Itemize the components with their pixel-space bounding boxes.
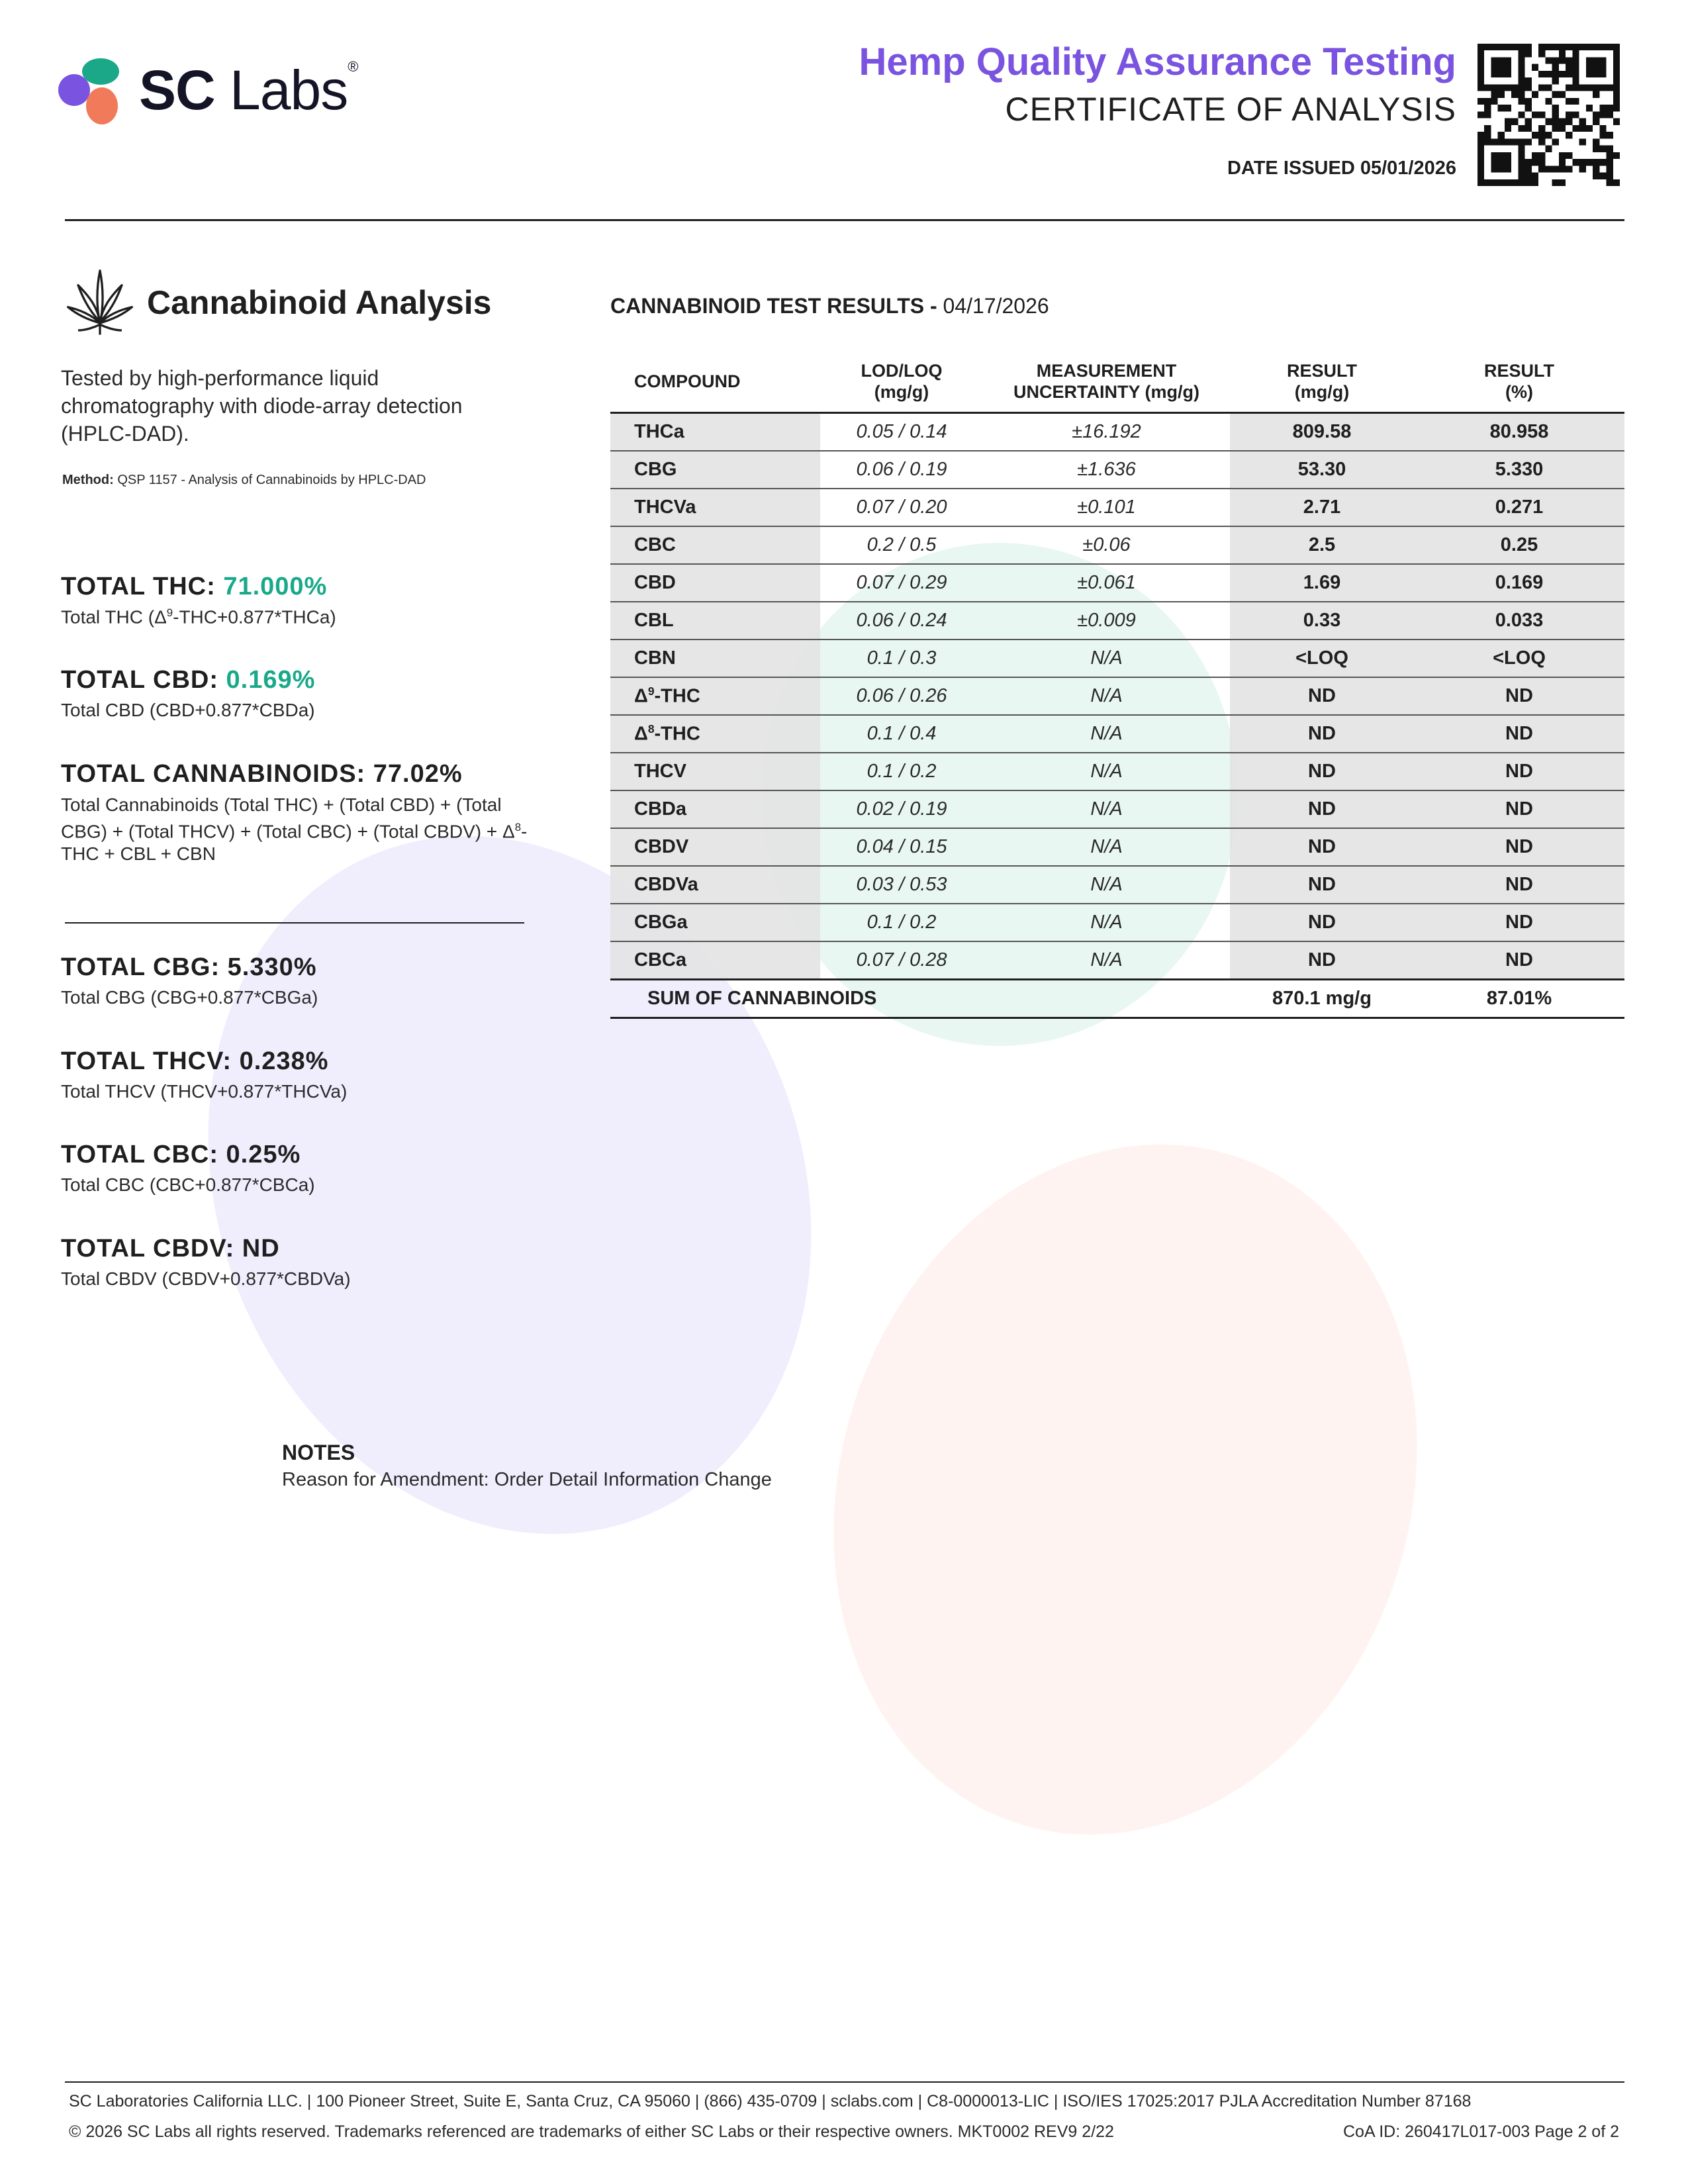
cannabinoid-results-table bbox=[610, 351, 1624, 1019]
sum-row bbox=[610, 980, 1624, 1018]
cell-result-pct: ND bbox=[1414, 753, 1624, 790]
cell-result-pct: 0.271 bbox=[1414, 489, 1624, 526]
cell-result-pct: ND bbox=[1414, 715, 1624, 753]
table-row bbox=[610, 715, 1624, 753]
cell-uncertainty: N/A bbox=[983, 828, 1230, 866]
cell-result-pct: ND bbox=[1414, 677, 1624, 715]
total-cbc: TOTAL CBC: 0.25% Total CBC (CBC+0.877*CBCa) bbox=[61, 1141, 315, 1195]
cell-result-pct: 80.958 bbox=[1414, 413, 1624, 451]
cell-result-mg: ND bbox=[1230, 790, 1414, 828]
method-line: Method: QSP 1157 - Analysis of Cannabinoids by HPLC-DAD bbox=[62, 473, 426, 487]
footer-copyright: © 2026 SC Labs all rights reserved. Trademarks referenced are trademarks of either SC Labs or their respective owners. MKT0002 REV9 2/22 bbox=[69, 2122, 1114, 2141]
cell-uncertainty: ±0.009 bbox=[983, 602, 1230, 640]
cell-compound: CBC bbox=[610, 526, 820, 564]
cell-result-mg: 2.5 bbox=[1230, 526, 1414, 564]
cell-compound: $\Delta^9$-THC bbox=[610, 677, 820, 715]
cell-uncertainty: ±1.636 bbox=[983, 451, 1230, 489]
total-thcv-formula: Total THCV (THCV+0.877*THCVa) bbox=[61, 1081, 348, 1102]
cell-lod-loq: 0.1 / 0.2 bbox=[820, 753, 983, 790]
cell-lod-loq: 0.1 / 0.2 bbox=[820, 904, 983, 941]
cell-result-pct: 0.033 bbox=[1414, 602, 1624, 640]
notes-text: Reason for Amendment: Order Detail Information Change bbox=[282, 1469, 772, 1490]
total-cbdv-value: ND bbox=[242, 1235, 280, 1262]
table-row bbox=[610, 941, 1624, 980]
cell-compound: CBDa bbox=[610, 790, 820, 828]
cell-result-mg: ND bbox=[1230, 828, 1414, 866]
total-cbc-formula: Total CBC (CBC+0.877*CBCa) bbox=[61, 1174, 315, 1195]
total-cbd-value: 0.169% bbox=[226, 666, 316, 694]
cell-result-pct: <LOQ bbox=[1414, 640, 1624, 677]
method-description: Tested by high-performance liquid chromatography with diode-array detection (HPLC-DAD). bbox=[61, 366, 463, 446]
cell-result-mg: 809.58 bbox=[1230, 413, 1414, 451]
total-cbg-value: 5.330% bbox=[227, 953, 317, 981]
cell-compound: $\Delta^8$-THC bbox=[610, 715, 820, 753]
total-cannabinoids-value: 77.02% bbox=[373, 760, 463, 788]
cell-uncertainty: ±0.061 bbox=[983, 564, 1230, 602]
cell-lod-loq: 0.04 / 0.15 bbox=[820, 828, 983, 866]
cell-result-mg: ND bbox=[1230, 904, 1414, 941]
cell-lod-loq: 0.06 / 0.19 bbox=[820, 451, 983, 489]
cell-uncertainty: N/A bbox=[983, 640, 1230, 677]
total-cbd: TOTAL CBD: 0.169% Total CBD (CBD+0.877*CBDa) bbox=[61, 666, 316, 720]
total-thc-value: 71.000% bbox=[223, 573, 328, 600]
cell-result-pct: 0.25 bbox=[1414, 526, 1624, 564]
cell-lod-loq: 0.06 / 0.26 bbox=[820, 677, 983, 715]
table-row bbox=[610, 640, 1624, 677]
table-row bbox=[610, 451, 1624, 489]
table-row bbox=[610, 677, 1624, 715]
cell-compound: CBD bbox=[610, 564, 820, 602]
cell-uncertainty: ±16.192 bbox=[983, 413, 1230, 451]
cell-result-pct: ND bbox=[1414, 941, 1624, 980]
cell-compound: CBN bbox=[610, 640, 820, 677]
background-shape-pink bbox=[746, 1068, 1504, 1911]
cell-lod-loq: 0.06 / 0.24 bbox=[820, 602, 983, 640]
cell-lod-loq: 0.07 / 0.20 bbox=[820, 489, 983, 526]
cell-compound: THCV bbox=[610, 753, 820, 790]
table-row bbox=[610, 489, 1624, 526]
cell-lod-loq: 0.02 / 0.19 bbox=[820, 790, 983, 828]
cell-uncertainty: N/A bbox=[983, 790, 1230, 828]
cell-lod-loq: 0.07 / 0.29 bbox=[820, 564, 983, 602]
total-thcv-value: 0.238% bbox=[239, 1047, 329, 1075]
cell-uncertainty: ±0.101 bbox=[983, 489, 1230, 526]
total-cbdv-formula: Total CBDV (CBDV+0.877*CBDVa) bbox=[61, 1268, 351, 1289]
cell-result-mg: 0.33 bbox=[1230, 602, 1414, 640]
cell-result-pct: 5.330 bbox=[1414, 451, 1624, 489]
document-subtitle: CERTIFICATE OF ANALYSIS bbox=[1005, 91, 1456, 128]
cell-result-mg: 2.71 bbox=[1230, 489, 1414, 526]
cell-compound: CBGa bbox=[610, 904, 820, 941]
col-header-lod-loq: LOD/LOQ (mg/g) bbox=[861, 361, 943, 402]
left-divider bbox=[65, 922, 524, 924]
cell-result-mg: ND bbox=[1230, 866, 1414, 904]
cell-compound: CBG bbox=[610, 451, 820, 489]
col-header-result-mg: RESULT (mg/g) bbox=[1287, 361, 1357, 402]
cell-uncertainty: N/A bbox=[983, 753, 1230, 790]
cell-uncertainty: N/A bbox=[983, 677, 1230, 715]
logo-wordmark: SC Labs® bbox=[139, 58, 358, 121]
cannabis-leaf-icon bbox=[64, 265, 136, 338]
col-header-uncertainty: MEASUREMENT UNCERTAINTY (mg/g) bbox=[1013, 361, 1199, 402]
results-title: CANNABINOID TEST RESULTS - 04/17/2026 bbox=[610, 294, 1049, 318]
cell-compound: CBDV bbox=[610, 828, 820, 866]
date-issued: DATE ISSUED 05/01/2026 bbox=[1227, 158, 1456, 179]
cell-lod-loq: 0.2 / 0.5 bbox=[820, 526, 983, 564]
section-title: Cannabinoid Analysis bbox=[147, 284, 492, 321]
total-cannabinoids-formula: Total Cannabinoids (Total THC) + (Total CBD) + (Total CBG) + (Total THCV) + (Total CBC) + (Total CBDV) + $\Delta^8$-THC + CBL + CBN bbox=[61, 794, 528, 865]
total-cbg: TOTAL CBG: 5.330% Total CBG (CBG+0.877*CBGa) bbox=[61, 953, 318, 1008]
header-divider bbox=[65, 219, 1624, 221]
cell-result-mg: 53.30 bbox=[1230, 451, 1414, 489]
col-header-compound: COMPOUND bbox=[634, 371, 741, 391]
cell-result-mg: 1.69 bbox=[1230, 564, 1414, 602]
total-cbd-formula: Total CBD (CBD+0.877*CBDa) bbox=[61, 700, 315, 720]
cell-result-mg: ND bbox=[1230, 941, 1414, 980]
cell-result-pct: ND bbox=[1414, 828, 1624, 866]
table-header-row bbox=[610, 351, 1624, 413]
cell-uncertainty: ±0.06 bbox=[983, 526, 1230, 564]
notes bbox=[282, 1441, 772, 1491]
table-row bbox=[610, 753, 1624, 790]
cell-result-mg: ND bbox=[1230, 753, 1414, 790]
total-cbc-value: 0.25% bbox=[226, 1141, 301, 1168]
total-thc: TOTAL THC: 71.000% Total THC $(\Delta^9-THC+0.877*THCa)$ bbox=[61, 573, 336, 628]
cell-lod-loq: 0.03 / 0.53 bbox=[820, 866, 983, 904]
notes-heading: NOTES bbox=[282, 1441, 355, 1464]
cell-result-mg: ND bbox=[1230, 715, 1414, 753]
cell-uncertainty: N/A bbox=[983, 941, 1230, 980]
cell-uncertainty: N/A bbox=[983, 904, 1230, 941]
cell-result-pct: 0.169 bbox=[1414, 564, 1624, 602]
sum-label: SUM OF CANNABINOIDS bbox=[610, 980, 1230, 1018]
col-header-result-pct: RESULT (%) bbox=[1484, 361, 1554, 402]
cell-result-pct: ND bbox=[1414, 866, 1624, 904]
table-row bbox=[610, 564, 1624, 602]
footer-divider bbox=[65, 2081, 1624, 2083]
total-thcv: TOTAL THCV: 0.238% Total THCV (THCV+0.877*THCVa) bbox=[61, 1047, 348, 1102]
cell-compound: THCa bbox=[610, 413, 820, 451]
cell-result-pct: ND bbox=[1414, 790, 1624, 828]
cell-result-mg: <LOQ bbox=[1230, 640, 1414, 677]
sum-result-mg: 870.1 mg/g bbox=[1230, 980, 1414, 1018]
document-title: Hemp Quality Assurance Testing bbox=[859, 40, 1456, 83]
cell-compound: CBDVa bbox=[610, 866, 820, 904]
logo-mark-icon bbox=[54, 53, 134, 132]
table-row bbox=[610, 866, 1624, 904]
cell-result-pct: ND bbox=[1414, 904, 1624, 941]
cell-lod-loq: 0.07 / 0.28 bbox=[820, 941, 983, 980]
total-thc-formula: Total THC $(\Delta^9-THC+0.877*THCa)$ bbox=[61, 606, 336, 628]
table-row bbox=[610, 602, 1624, 640]
sum-result-pct: 87.01% bbox=[1414, 980, 1624, 1018]
qr-code-icon[interactable] bbox=[1477, 44, 1620, 186]
cell-result-mg: ND bbox=[1230, 677, 1414, 715]
cell-uncertainty: N/A bbox=[983, 866, 1230, 904]
total-cbdv: TOTAL CBDV: ND Total CBDV (CBDV+0.877*CBDVa) bbox=[61, 1235, 351, 1289]
table-row bbox=[610, 413, 1624, 451]
cell-compound: CBL bbox=[610, 602, 820, 640]
cell-uncertainty: N/A bbox=[983, 715, 1230, 753]
cell-lod-loq: 0.05 / 0.14 bbox=[820, 413, 983, 451]
footer-company-info: SC Laboratories California LLC. | 100 Pioneer Street, Suite E, Santa Cruz, CA 95060 | (866) 435-0709 | sclabs.com | C8-0000013-LIC | ISO/IES 17025:2017 PJLA Accreditation Number 87168 bbox=[69, 2092, 1472, 2111]
table-row bbox=[610, 790, 1624, 828]
table-row bbox=[610, 526, 1624, 564]
cell-compound: THCVa bbox=[610, 489, 820, 526]
total-cbg-formula: Total CBG (CBG+0.877*CBGa) bbox=[61, 987, 318, 1008]
cell-compound: CBCa bbox=[610, 941, 820, 980]
cell-lod-loq: 0.1 / 0.4 bbox=[820, 715, 983, 753]
total-cannabinoids: TOTAL CANNABINOIDS: 77.02% Total Cannabinoids (Total THC) + (Total CBD) + (Total CBG) + (Total THCV) + (Total CBC) + (Total CBDV) + $\Delta^8$-THC + CBL + CBN bbox=[61, 760, 538, 865]
table-row bbox=[610, 904, 1624, 941]
table-row bbox=[610, 828, 1624, 866]
cell-lod-loq: 0.1 / 0.3 bbox=[820, 640, 983, 677]
footer-coa-id: CoA ID: 260417L017-003 Page 2 of 2 bbox=[1343, 2122, 1619, 2141]
sc-labs-logo bbox=[54, 53, 365, 132]
